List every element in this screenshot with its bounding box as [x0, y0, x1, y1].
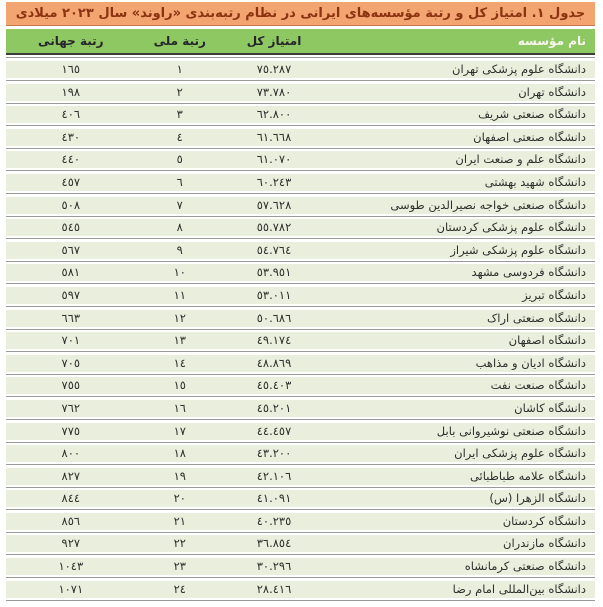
cell-total-score: ٥٣.٠١١ — [256, 287, 292, 302]
cell-total-score: ٥٠.٦٨٦ — [256, 310, 292, 325]
cell-national-rank: ١٨ — [173, 446, 186, 461]
cell-total-score: ٤١.٠٩١ — [256, 491, 292, 506]
cell-total-score: ٧٥.٢٨٧ — [256, 62, 292, 76]
cell-institution: دانشگاه علامه طباطبائی — [469, 468, 586, 483]
table-row — [6, 264, 595, 281]
cell-national-rank: ٨ — [176, 220, 183, 235]
cell-world-rank: ٤٥٧ — [61, 174, 81, 189]
cell-total-score: ٥٤.٧٦٤ — [256, 242, 292, 257]
cell-national-rank: ١ — [176, 62, 183, 76]
cell-national-rank: ٢٢ — [173, 536, 186, 551]
cell-world-rank: ٥٩٧ — [61, 287, 81, 302]
cell-total-score: ٤٥.٢٠١ — [256, 400, 292, 415]
cell-total-score: ٤٣.٢٠٠ — [256, 446, 292, 461]
cell-national-rank: ٢١ — [173, 513, 186, 528]
cell-institution: دانشگاه فردوسی مشهد — [471, 265, 586, 280]
cell-total-score: ٣٦.٨٥٤ — [256, 536, 292, 551]
cell-world-rank: ١٠٧١ — [58, 581, 84, 596]
cell-world-rank: ١٠٤٣ — [58, 559, 84, 574]
table-row — [6, 219, 595, 236]
cell-institution: دانشگاه اصفهان — [508, 333, 586, 348]
cell-national-rank: ٩ — [176, 242, 183, 257]
table-row — [6, 242, 595, 259]
cell-world-rank: ٧٧٥ — [61, 423, 81, 438]
cell-world-rank: ٥٨١ — [61, 265, 81, 280]
cell-total-score: ٢٨.٤١٦ — [256, 581, 292, 596]
cell-institution: دانشگاه بین‌المللی امام رضا — [452, 581, 586, 596]
cell-national-rank: ٥ — [176, 152, 183, 167]
table-row — [6, 445, 595, 462]
cell-world-rank: ٤٤٠ — [61, 152, 81, 167]
cell-national-rank: ٤ — [176, 129, 183, 144]
cell-national-rank: ١١ — [173, 287, 186, 302]
cell-institution: دانشگاه صنعتی خواجه نصیرالدین طوسی — [390, 197, 586, 212]
cell-world-rank: ١٩٨ — [61, 84, 81, 99]
column-header-world-rank: رتبة جهانی — [38, 34, 104, 48]
cell-world-rank: ٨٥٦ — [61, 513, 81, 528]
column-header-total-score: امتیاز کل — [246, 34, 302, 48]
cell-institution: دانشگاه کاشان — [514, 400, 586, 415]
column-header-institution: نام مؤسسه — [517, 34, 586, 48]
table-row — [6, 129, 595, 146]
cell-institution: دانشگاه صنعتی شریف — [478, 107, 586, 122]
table-row — [6, 513, 595, 530]
cell-world-rank: ٧٠١ — [61, 333, 81, 348]
cell-world-rank: ٧٥٥ — [61, 378, 81, 393]
cell-world-rank: ١٦٥ — [61, 62, 81, 76]
cell-institution: دانشگاه صنعتی کرمانشاه — [464, 559, 586, 574]
cell-institution: دانشگاه تهران — [518, 84, 586, 99]
cell-world-rank: ٥٦٧ — [61, 242, 81, 257]
cell-total-score: ٦١.٠٧٠ — [256, 152, 292, 167]
cell-national-rank: ١٠ — [173, 265, 186, 280]
cell-national-rank: ١٧ — [173, 423, 186, 438]
cell-total-score: ٤٠.٢٣٥ — [256, 513, 292, 528]
table-row — [6, 332, 595, 349]
table-title: جدول ١. امتیاز کل و رتبة مؤسسه‌های ایرانی در نظام رتبه‌بندی «راوند» سال ٢٠٢٣ میلادی — [15, 6, 586, 21]
table-body — [6, 57, 595, 598]
cell-total-score: ٧٣.٧٨٠ — [256, 84, 292, 99]
table-row — [6, 581, 595, 598]
cell-institution: دانشگاه علوم پزشکی کردستان — [436, 220, 586, 235]
cell-national-rank: ٢٤ — [173, 581, 186, 596]
cell-total-score: ٤٤.٤٥٧ — [256, 423, 292, 438]
cell-world-rank: ٥٤٥ — [61, 220, 81, 235]
cell-total-score: ٥٥.٧٨٢ — [256, 220, 292, 235]
cell-institution: دانشگاه علوم پزشکی تهران — [452, 62, 586, 76]
cell-national-rank: ١٣ — [173, 333, 186, 348]
cell-world-rank: ٩٢٧ — [61, 536, 81, 551]
cell-national-rank: ٣ — [176, 107, 183, 122]
cell-total-score: ٣٠.٢٩٦ — [256, 559, 292, 574]
table-title-bar — [6, 2, 595, 26]
table-row — [6, 355, 595, 372]
cell-world-rank: ٤٣٠ — [61, 129, 81, 144]
cell-world-rank: ٧٦٢ — [61, 400, 81, 415]
cell-national-rank: ٧ — [176, 197, 183, 212]
cell-total-score: ٥٧.٦٢٨ — [256, 197, 292, 212]
cell-institution: دانشگاه علوم پزشکی ایران — [454, 446, 586, 461]
cell-national-rank: ١٤ — [173, 355, 186, 370]
table-row — [6, 84, 595, 101]
table-row — [6, 106, 595, 123]
cell-institution: دانشگاه صنعت نفت — [490, 378, 586, 393]
table-header-row — [6, 29, 595, 55]
cell-world-rank: ٨٢٧ — [61, 468, 81, 483]
cell-institution: دانشگاه صنعتی نوشیروانی بابل — [436, 423, 586, 438]
table-row — [6, 400, 595, 417]
cell-total-score: ٤٥.٤٠٣ — [256, 378, 292, 393]
table-row — [6, 174, 595, 191]
table-row — [6, 558, 595, 575]
table-row — [6, 535, 595, 552]
cell-total-score: ٤٢.١٠٦ — [256, 468, 292, 483]
cell-institution: دانشگاه تبریز — [522, 287, 586, 302]
cell-national-rank: ٢٣ — [173, 559, 186, 574]
cell-world-rank: ٦٦٣ — [61, 310, 81, 325]
column-header-national-rank: رتبة ملی — [153, 34, 206, 48]
cell-institution: دانشگاه الزهرا (س) — [489, 491, 586, 506]
cell-national-rank: ١٩ — [173, 468, 186, 483]
cell-world-rank: ٥٠٨ — [61, 197, 81, 212]
cell-national-rank: ٢ — [176, 84, 183, 99]
cell-world-rank: ٨٤٤ — [61, 491, 81, 506]
table-row — [6, 423, 595, 440]
cell-institution: دانشگاه کردستان — [502, 513, 586, 528]
table-row — [6, 490, 595, 507]
cell-national-rank: ٦ — [176, 174, 183, 189]
cell-national-rank: ١٢ — [173, 310, 186, 325]
cell-world-rank: ٨٠٠ — [61, 446, 81, 461]
cell-institution: دانشگاه صنعتی اراک — [486, 310, 586, 325]
cell-institution: دانشگاه علوم پزشکی شیراز — [450, 242, 586, 257]
cell-total-score: ٤٨.٨٦٩ — [256, 355, 292, 370]
cell-institution: دانشگاه مازندران — [503, 536, 586, 551]
cell-total-score: ٦١.٦٦٨ — [256, 129, 292, 144]
cell-institution: دانشگاه ادیان و مذاهب — [475, 355, 586, 370]
cell-total-score: ٦٠.٢٤٣ — [256, 174, 292, 189]
cell-institution: دانشگاه شهید بهشتی — [484, 174, 586, 189]
cell-institution: دانشگاه علم و صنعت ایران — [455, 152, 586, 167]
cell-total-score: ٥٣.٩٥١ — [256, 265, 292, 280]
table-row — [6, 468, 595, 485]
cell-national-rank: ٢٠ — [173, 491, 186, 506]
cell-world-rank: ٧٠٥ — [61, 355, 81, 370]
table-row — [6, 61, 595, 78]
table-row — [6, 310, 595, 327]
cell-national-rank: ١٦ — [173, 400, 186, 415]
cell-total-score: ٤٩.١٧٤ — [256, 333, 292, 348]
cell-world-rank: ٤٠٦ — [61, 107, 81, 122]
cell-institution: دانشگاه صنعتی اصفهان — [473, 129, 586, 144]
table-row — [6, 151, 595, 168]
cell-national-rank: ١٥ — [173, 378, 186, 393]
table-row — [6, 287, 595, 304]
cell-total-score: ٦٢.٨٠٠ — [256, 107, 292, 122]
table-row — [6, 197, 595, 214]
table-row — [6, 377, 595, 394]
